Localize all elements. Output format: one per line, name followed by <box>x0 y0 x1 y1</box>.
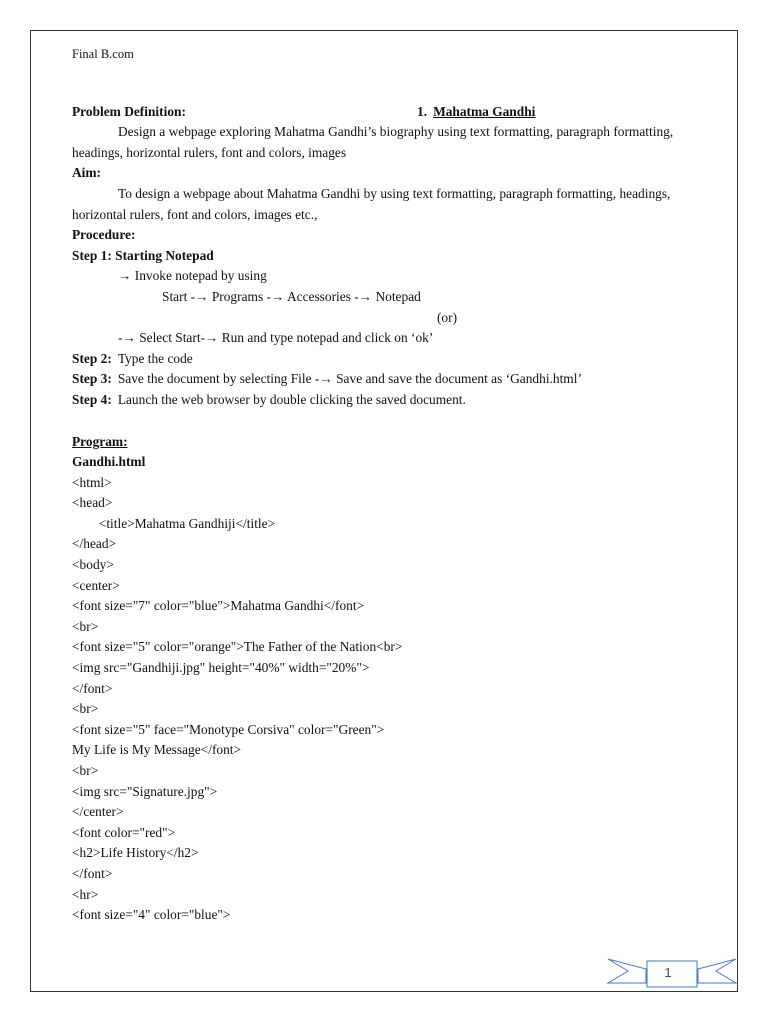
code-line: <center> <box>72 577 120 593</box>
code-line: <font size="4" color="blue"> <box>72 907 231 923</box>
page-header: Final B.com <box>72 47 134 61</box>
code-line: </head> <box>72 536 117 552</box>
code-line: <br> <box>72 763 99 778</box>
code-block <box>72 473 712 926</box>
page-number: 1 <box>664 965 672 980</box>
code-line: <html> <box>72 474 112 490</box>
code-line: <font size="5" face="Monotype Corsiva" color="Green"> <box>72 721 385 737</box>
title-number: 1. <box>417 103 428 119</box>
title-text: Mahatma Gandhi <box>433 103 536 119</box>
step1-or: (or) <box>436 309 458 325</box>
code-line: <font size="5" color="orange">The Father of the Nation<br> <box>72 639 403 655</box>
code-line: <font size="7" color="blue">Mahatma Gandhi</font> <box>72 598 365 614</box>
aim-heading: Aim: <box>72 165 102 181</box>
problem-text: Design a webpage exploring Mahatma Gandhi’s biography using text formatting, paragraph formatting, headings, horizontal rulers, font and colors, images <box>72 124 674 160</box>
code-line: </center> <box>72 804 124 820</box>
program-filename: Gandhi.html <box>72 454 146 470</box>
code-line: <br> <box>72 618 99 634</box>
step3 <box>72 369 712 390</box>
step2-label: Step 2: <box>72 350 112 366</box>
step1-line4: -→ Select Start-→ Run and type notepad and click on ‘ok’ <box>118 330 434 346</box>
code-line: <font color="red"> <box>72 824 176 840</box>
program-heading: Program: <box>72 433 128 449</box>
step4-label: Step 4: <box>72 391 112 407</box>
code-line: <h2>Life History</h2> <box>72 845 199 861</box>
step3-label: Step 3: <box>72 371 112 387</box>
code-line: <head> <box>72 495 113 511</box>
code-line: <img src="Gandhiji.jpg" height="40%" width="20%"> <box>72 660 370 676</box>
code-line: <title>Mahatma Gandhiji</title> <box>72 515 276 531</box>
code-line: </font> <box>72 865 113 881</box>
step4 <box>72 390 712 411</box>
document-body <box>72 44 712 926</box>
procedure-heading: Procedure: <box>72 227 136 243</box>
code-line: My Life is My Message</font> <box>72 742 242 758</box>
step1-line1: → Invoke notepad by using <box>118 268 267 284</box>
step4-text: Launch the web browser by double clicking the saved document. <box>117 391 466 407</box>
step2 <box>72 349 712 370</box>
code-line: </font> <box>72 680 113 696</box>
code-line: <br> <box>72 701 99 717</box>
code-line: <body> <box>72 557 114 573</box>
step2-text: Type the code <box>117 350 193 366</box>
step3-text: Save the document by selecting File -→ Save and save the document as ‘Gandhi.html’ <box>117 371 582 387</box>
code-line: <hr> <box>72 886 99 902</box>
code-line: <img src="Signature.jpg"> <box>72 783 218 799</box>
step1-line2: Start -→ Programs -→ Accessories -→ Notepad <box>162 288 421 304</box>
problem-heading: Problem Definition: <box>72 103 186 119</box>
aim-text: To design a webpage about Mahatma Gandhi by using text formatting, paragraph formatting, headings, horizontal rulers, font and colors, images etc., <box>72 185 671 222</box>
step1-label: Step 1: Starting Notepad <box>72 247 214 263</box>
